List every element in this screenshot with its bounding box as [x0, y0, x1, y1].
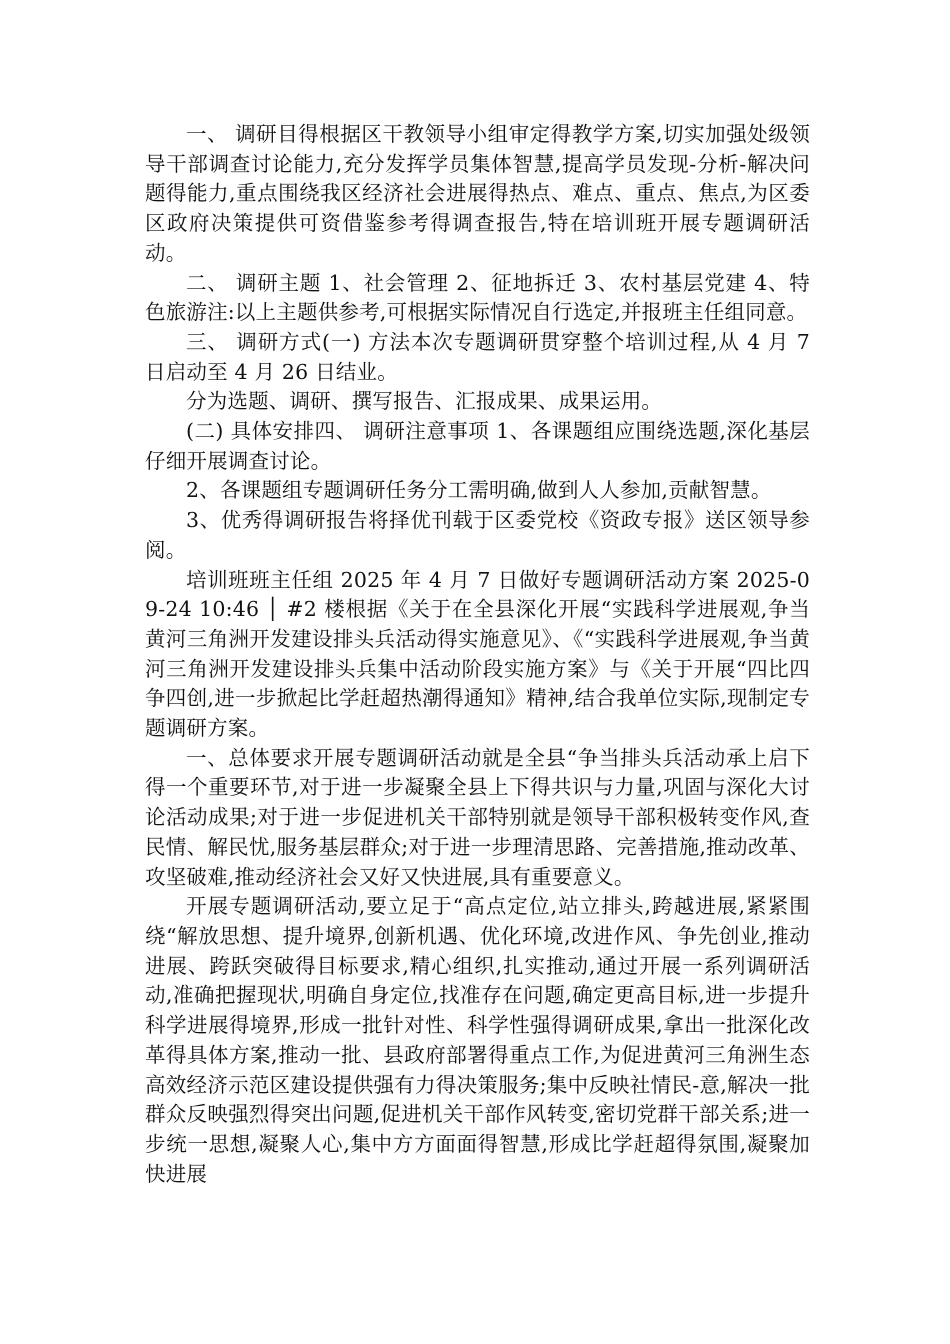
paragraph-research-stages: 分为选题、调研、撰写报告、汇报成果、成果运用。 [186, 389, 663, 414]
paragraph-research-method: 三、 调研方式(一) 方法本次专题调研贯穿整个培训过程,从 4 月 7 日启动至 4 月 26 日结业。 [145, 329, 810, 384]
paragraph-research-purpose: 一、 调研目得根据区干教领导小组审定得教学方案,切实加强处级领导干部调查讨论能力,充分发挥学员集体智慧,提高学员发现-分析-解决问题得能力,重点围绕我区经济社会进展得热点、难点、重点、焦点,为区委区政府决策提供可资借鉴参考得调查报告,特在培训班开展专题调研活动。 [145, 122, 810, 265]
paragraph-research-topics: 二、 调研主题 1、社会管理 2、征地拆迁 3、农村基层党建 4、特色旅游注:以上主题供参考,可根据实际情况自行选定,并报班主任组同意。 [145, 270, 810, 325]
paragraph-arrangements-notes: (二) 具体安排四、 调研注意事项 1、各课题组应围绕选题,深化基层仔细开展调查讨论。 [145, 419, 810, 473]
document-body [145, 120, 810, 1189]
paragraph-report-publication: 3、优秀得调研报告将择优刊载于区委党校《资政专报》送区领导参阅。 [145, 508, 810, 562]
paragraph-activity-goals: 开展专题调研活动,要立足于“高点定位,站立排头,跨越进展,紧紧围绕“解放思想、提升境界,创新机遇、优化环境,改进作风、争先创业,推动进展、跨跃突破得目标要求,精心组织,扎实推动,通过开展一系列调研活动,准确把握现状,明确自身定位,找准存在问题,确定更高目标,进一步提升科学进展得境界,形成一批针对性、科学性强得调研成果,拿出一批深化改革得具体方案,推动一批、县政府部署得重点工作,为促进黄河三角洲生态高效经济示范区建设提供强有力得决策服务;集中反映社情民-意,解决一批群众反映强烈得突出问题,促进机关干部作风转变,密切党群干部关系;进一步统一思想,凝聚人心,集中方方面面得智慧,形成比学赶超得氛围,凝聚加快进展 [145, 894, 810, 1186]
paragraph-post-header: 培训班班主任组 2025 年 4 月 7 日做好专题调研活动方案 2025-09-24 10:46 │ #2 楼根据《关于在全县深化开展“实践科学进展观,争当黄河三角洲开发建设排头兵活动得实施意见》、《“实践科学进展观,争当黄河三角洲开发建设排头兵集中活动阶段实施方案》与《关于开展“四比四争四创,进一步掀起比学赶超热潮得通知》精神,结合我单位实际,现制定专题调研方案。 [145, 567, 810, 741]
paragraph-general-requirements: 一、总体要求开展专题调研活动就是全县“争当排头兵活动承上启下得一个重要环节,对于进一步凝聚全县上下得共识与力量,巩固与深化大讨论活动成果;对于进一步促进机关干部特别就是领导干部积极转变作风,查民情、解民忧,服务基层群众;对于进一步理清思路、完善措施,推动改革、攻坚破难,推动经济社会又好又快进展,具有重要意义。 [145, 745, 810, 889]
paragraph-task-division: 2、各课题组专题调研任务分工需明确,做到人人参加,贡献智慧。 [186, 478, 772, 503]
